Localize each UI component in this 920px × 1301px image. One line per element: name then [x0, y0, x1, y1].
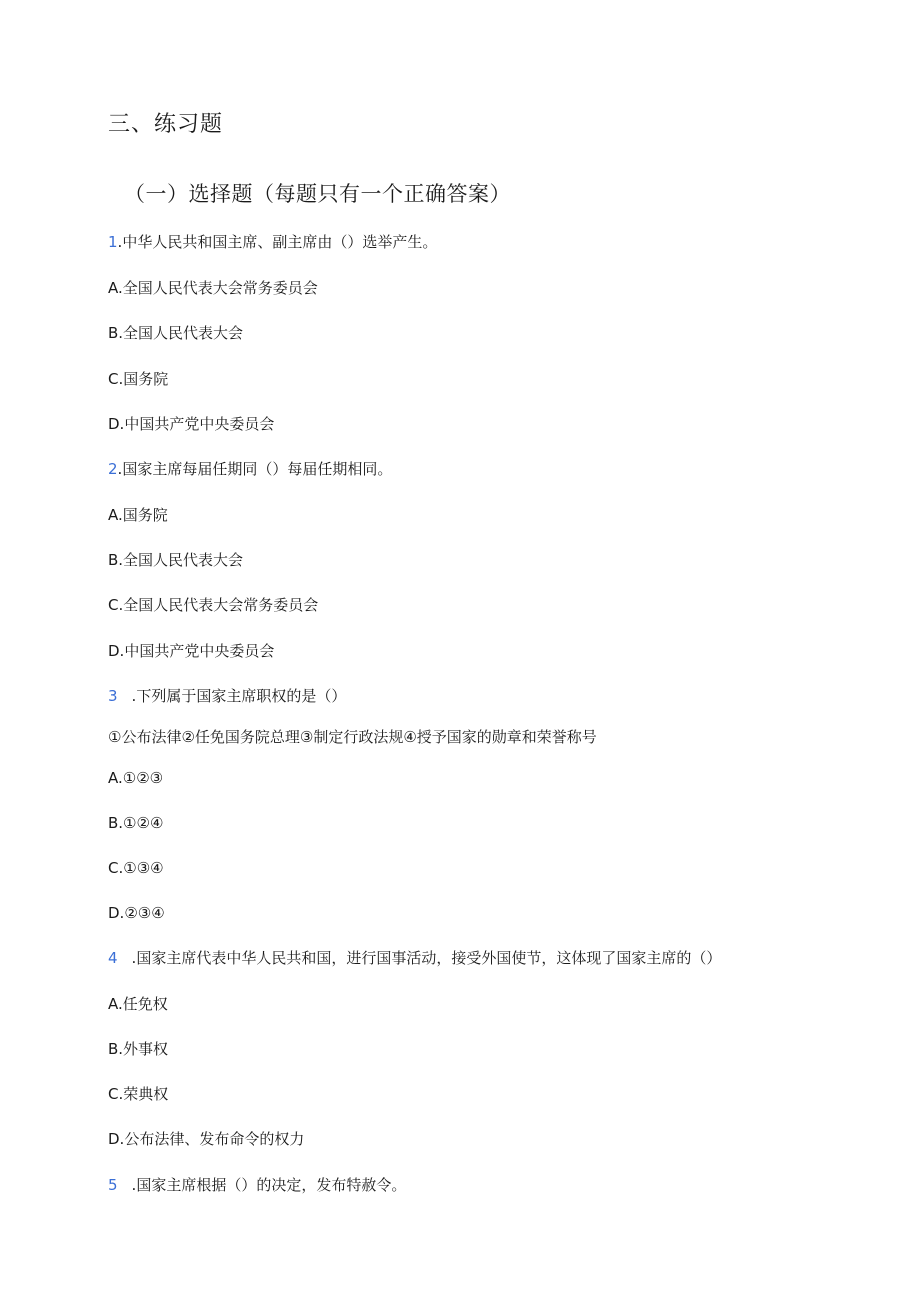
sub-title: （一）选择题（每题只有一个正确答案） [124, 182, 511, 206]
option-4c: C.荣典权 [108, 1085, 169, 1103]
option-3c: C.①③④ [108, 859, 164, 877]
question-3 [108, 689, 346, 704]
option-3d: D.②③④ [108, 904, 165, 922]
question-4 [108, 951, 721, 966]
option-4b: B.外事权 [108, 1040, 169, 1058]
question-number: 4 [108, 949, 118, 967]
option-4d: D.公布法律、发布命令的权力 [108, 1130, 305, 1148]
option-2d: D.中国共产党中央委员会 [108, 642, 275, 660]
question-1 [108, 235, 437, 250]
option-1d: D.中国共产党中央委员会 [108, 415, 275, 433]
question-3-statement: ①公布法律②任免国务院总理③制定行政法规④授予国家的勋章和荣誉称号 [108, 728, 597, 746]
question-number: 3 [108, 687, 118, 705]
question-text: .国家主席每届任期同（）每届任期相同。 [117, 460, 393, 478]
question-2 [108, 462, 392, 477]
option-1b: B.全国人民代表大会 [108, 324, 244, 342]
question-text: .中华人民共和国主席、副主席由（）选举产生。 [117, 233, 438, 251]
question-number: 1 [108, 233, 118, 251]
option-2b: B.全国人民代表大会 [108, 551, 244, 569]
question-text: .国家主席代表中华人民共和国，进行国事活动，接受外国使节，这体现了国家主席的（） [131, 949, 722, 967]
option-4a: A.任免权 [108, 995, 168, 1013]
question-number: 5 [108, 1176, 118, 1194]
option-3b: B.①②④ [108, 814, 164, 832]
option-1a: A.全国人民代表大会常务委员会 [108, 279, 318, 297]
section-title: 三、练习题 [108, 112, 224, 137]
option-3a: A.①②③ [108, 769, 164, 787]
question-text: .下列属于国家主席职权的是（） [131, 687, 347, 705]
option-2c: C.全国人民代表大会常务委员会 [108, 596, 319, 614]
question-number: 2 [108, 460, 118, 478]
question-5 [108, 1178, 406, 1193]
question-text: .国家主席根据（）的决定，发布特赦令。 [131, 1176, 407, 1194]
option-2a: A.国务院 [108, 506, 168, 524]
option-1c: C.国务院 [108, 370, 169, 388]
